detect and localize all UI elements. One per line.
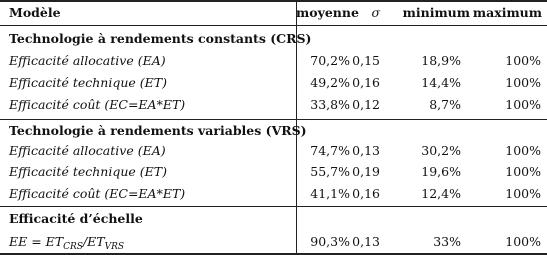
row-minimum: 19,6% (421, 164, 461, 179)
bottom-rule (0, 253, 547, 255)
row-minimum: 30,2% (421, 143, 461, 158)
row-label: Efficacité coût (EC=EA*ET) (9, 186, 186, 201)
row-sigma: 0,16 (352, 186, 380, 201)
row-moyenne: 41,1% (310, 186, 350, 201)
formula-subscript-crs: CRS (63, 242, 83, 252)
row-sigma: 0,13 (352, 234, 380, 249)
header-moyenne: moyenne (296, 5, 359, 20)
row-maximum: 100% (505, 53, 541, 68)
row-maximum: 100% (505, 234, 541, 249)
row-label: Efficacité coût (EC=EA*ET) (9, 97, 186, 112)
row-minimum: 12,4% (421, 186, 461, 201)
section-title-scale: Efficacité d’échelle (9, 211, 143, 226)
row-maximum: 100% (505, 75, 541, 90)
header-minimum: minimum (402, 5, 470, 20)
formula-part: /ET (82, 234, 105, 249)
scale-formula (9, 234, 125, 252)
row-sigma: 0,12 (352, 97, 380, 112)
row-sigma: 0,16 (352, 75, 380, 90)
row-minimum: 8,7% (429, 97, 461, 112)
row-label: Efficacité allocative (EA) (9, 143, 166, 158)
row-label: Efficacité allocative (EA) (9, 53, 166, 68)
row-sigma: 0,15 (352, 53, 380, 68)
row-moyenne: 90,3% (310, 234, 350, 249)
row-sigma: 0,13 (352, 143, 380, 158)
row-maximum: 100% (505, 164, 541, 179)
row-label: Efficacité technique (ET) (9, 164, 167, 179)
row-sigma: 0,19 (352, 164, 380, 179)
section-title-vrs: Technologie à rendements variables (VRS) (9, 123, 307, 138)
row-moyenne: 70,2% (310, 53, 350, 68)
row-label: Efficacité technique (ET) (9, 75, 167, 90)
row-maximum: 100% (505, 186, 541, 201)
header-maximum: maximum (472, 5, 542, 20)
crs-end-rule (0, 119, 547, 120)
section-title-crs: Technologie à rendements constants (CRS) (9, 31, 312, 46)
row-maximum: 100% (505, 143, 541, 158)
vrs-end-rule (0, 206, 547, 207)
row-moyenne: 33,8% (310, 97, 350, 112)
top-rule (0, 0, 547, 2)
row-minimum: 18,9% (421, 53, 461, 68)
row-moyenne: 49,2% (310, 75, 350, 90)
header-sigma: σ (371, 5, 380, 20)
row-moyenne: 55,7% (310, 164, 350, 179)
header-rule (0, 25, 547, 26)
row-minimum: 14,4% (421, 75, 461, 90)
formula-part: EE = ET (9, 234, 64, 249)
header-model: Modèle (9, 5, 61, 20)
formula-subscript-vrs: VRS (104, 242, 125, 252)
row-minimum: 33% (433, 234, 461, 249)
row-moyenne: 74,7% (310, 143, 350, 158)
row-maximum: 100% (505, 97, 541, 112)
